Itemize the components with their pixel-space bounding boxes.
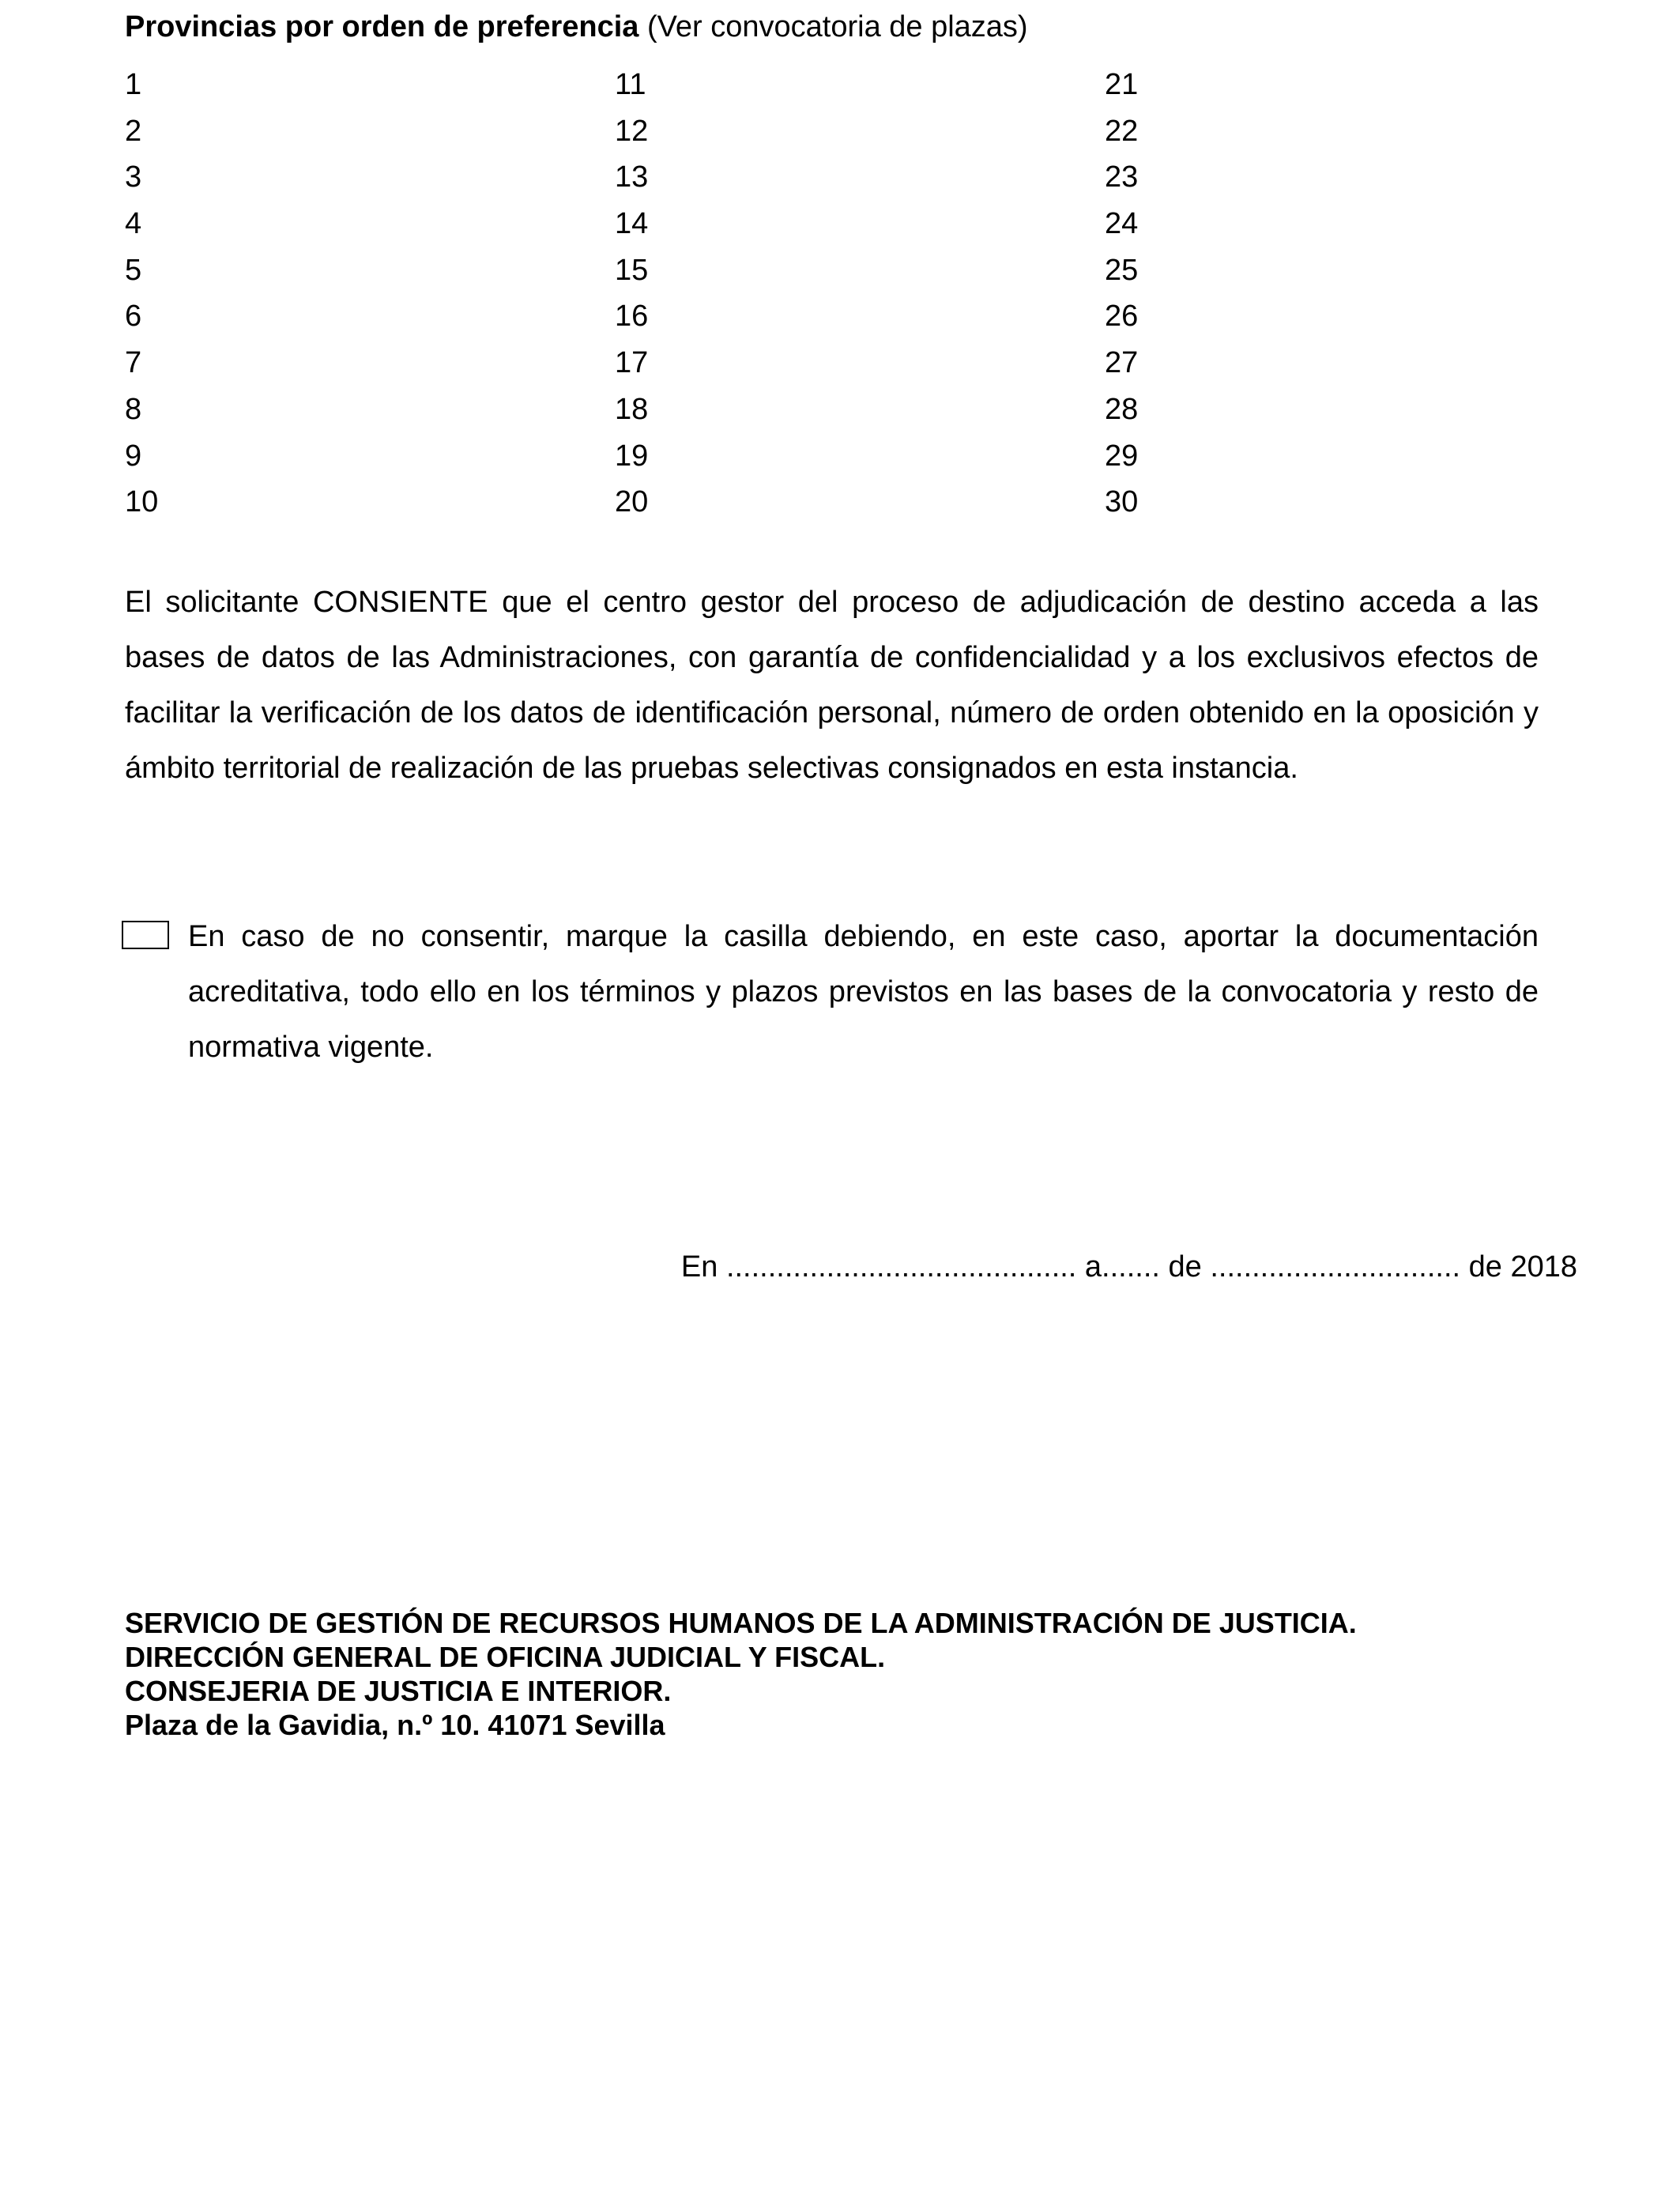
province-slot[interactable]: 29 <box>1105 439 1139 473</box>
province-slot[interactable]: 11 <box>615 68 646 101</box>
consent-paragraph: El solicitante CONSIENTE que el centro gestor del proceso de adjudicación de destino acceda a las bases de datos de las Administraciones, con garantía de confidencialidad y a los exclusivos efectos de facilitar la verificación de los datos de identificación personal, número de orden obtenido en la oposición y ámbito territorial de realización de las pruebas selectivas consignados en esta instancia. <box>125 586 1539 785</box>
signature-date-line[interactable]: En .......................................... a....... de .............................. de 2018 <box>680 1250 1577 1284</box>
provinces-column-2 <box>615 62 648 526</box>
province-slot[interactable]: 12 <box>615 114 649 148</box>
province-slot[interactable]: 7 <box>125 346 142 380</box>
province-slot[interactable]: 24 <box>1105 207 1139 241</box>
province-slot[interactable]: 4 <box>125 207 142 241</box>
province-slot[interactable]: 8 <box>125 392 142 426</box>
province-slot[interactable]: 3 <box>125 160 142 194</box>
province-slot[interactable]: 15 <box>615 253 649 287</box>
province-slot[interactable]: 17 <box>615 346 649 380</box>
province-slot[interactable]: 14 <box>615 207 649 241</box>
province-slot[interactable]: 26 <box>1105 300 1139 334</box>
province-slot[interactable]: 30 <box>1105 485 1139 519</box>
no-consent-checkbox[interactable] <box>122 921 169 949</box>
province-slot[interactable]: 28 <box>1105 392 1139 426</box>
province-slot[interactable]: 16 <box>615 300 649 334</box>
provinces-column-1 <box>125 62 158 526</box>
province-slot[interactable]: 1 <box>125 68 142 101</box>
province-slot[interactable]: 10 <box>125 485 159 519</box>
province-slot[interactable]: 9 <box>125 439 142 473</box>
province-slot[interactable]: 20 <box>615 485 649 519</box>
address-line: DIRECCIÓN GENERAL DE OFICINA JUDICIAL Y FISCAL. <box>125 1641 886 1673</box>
province-slot[interactable]: 27 <box>1105 346 1139 380</box>
no-consent-text: En caso de no consentir, marque la casilla debiendo, en este caso, aportar la documentación acreditativa, todo ello en los términos y plazos previstos en las bases de la convocatoria y resto de normativa vigente. <box>188 920 1539 1064</box>
provinces-heading <box>125 8 1028 46</box>
province-slot[interactable]: 21 <box>1105 68 1139 101</box>
province-slot[interactable]: 19 <box>615 439 649 473</box>
address-line: CONSEJERIA DE JUSTICIA E INTERIOR. <box>125 1675 672 1707</box>
province-slot[interactable]: 2 <box>125 114 142 148</box>
province-slot[interactable]: 5 <box>125 253 142 287</box>
address-line: SERVICIO DE GESTIÓN DE RECURSOS HUMANOS DE LA ADMINISTRACIÓN DE JUSTICIA. <box>125 1607 1357 1639</box>
address-block <box>125 1606 1357 1742</box>
province-slot[interactable]: 22 <box>1105 114 1139 148</box>
provinces-heading-title: Provincias por orden de preferencia <box>125 10 639 43</box>
province-slot[interactable]: 18 <box>615 392 649 426</box>
province-slot[interactable]: 6 <box>125 300 142 334</box>
province-slot[interactable]: 23 <box>1105 160 1139 194</box>
province-slot[interactable]: 13 <box>615 160 649 194</box>
address-line: Plaza de la Gavidia, n.º 10. 41071 Sevilla <box>125 1709 665 1741</box>
provinces-heading-note: (Ver convocatoria de plazas) <box>638 10 1028 43</box>
province-slot[interactable]: 25 <box>1105 253 1139 287</box>
provinces-column-3 <box>1105 62 1138 526</box>
